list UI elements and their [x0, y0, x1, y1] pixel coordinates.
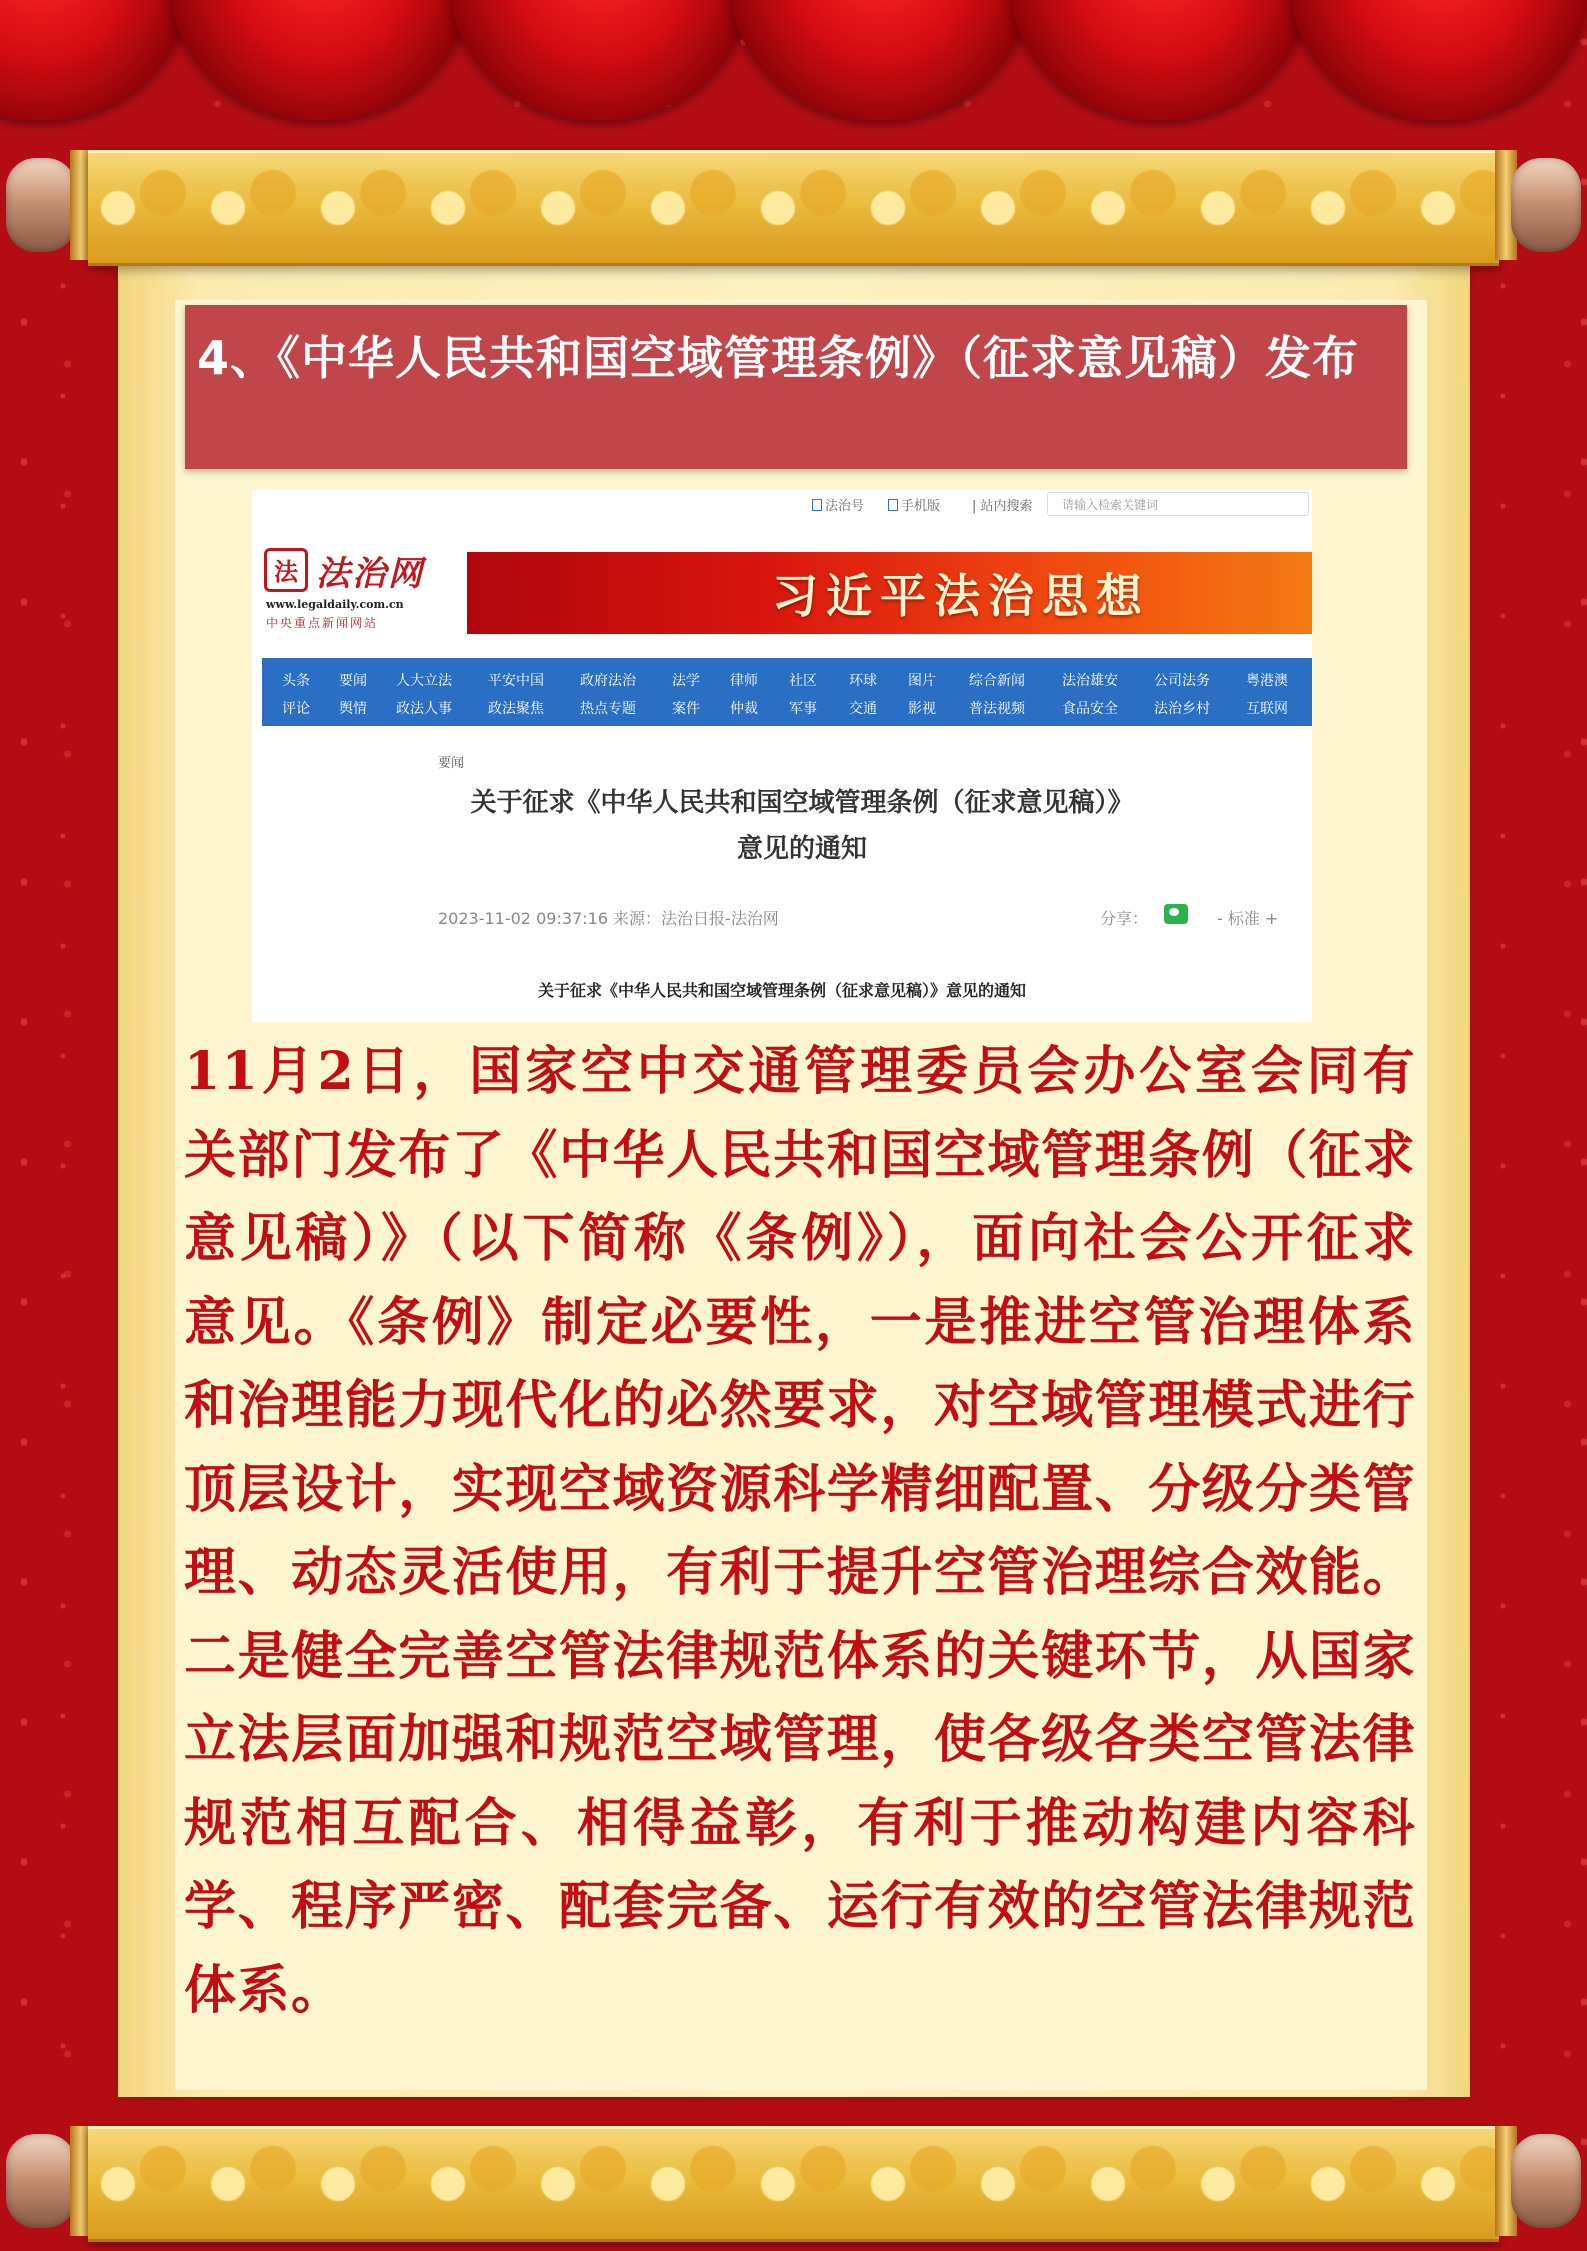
curtain-swag: [1010, 0, 1310, 120]
nav-item[interactable]: 食品安全: [1062, 701, 1118, 717]
rod-knob-right: [1511, 2134, 1581, 2228]
nav-item[interactable]: 军事: [789, 701, 817, 717]
nav-item[interactable]: 政法聚焦: [488, 701, 544, 717]
article-meta: 2023-11-02 09:37:16 来源：法治日报-法治网: [438, 909, 779, 928]
main-nav: [262, 658, 1312, 726]
nav-item[interactable]: 公司法务: [1154, 673, 1210, 689]
nav-item[interactable]: 交通: [849, 701, 877, 717]
nav-item[interactable]: 环球: [849, 673, 877, 689]
logo-subtitle: 中央重点新闻网站: [266, 616, 379, 630]
wechat-share-icon[interactable]: [1164, 904, 1188, 924]
nav-item[interactable]: 图片: [908, 673, 936, 689]
nav-item[interactable]: 热点专题: [580, 701, 636, 717]
phone-icon: [888, 499, 898, 511]
scroll-rod-bottom: [0, 2126, 1587, 2236]
body-paragraph: 11月2日，国家空中交通管理委员会办公室会同有关部门发布了《中华人民共和国空域管理条例（征求意见稿）》（以下简称《条例》），面向社会公开征求意见。《条例》制定必要性，一是推进空管治理体系和治理能力现代化的必然要求，对空域管理模式进行顶层设计，实现空域资源科学精细配置、分级分类管理、动态灵活使用，有利于提升空管治理综合效能。二是健全完善空管法律规范体系的关键环节，从国家立法层面加强和规范空域管理，使各级各类空管法律规范相互配合、相得益彰，有利于推动构建内容科学、程序严密、配套完备、运行有效的空管法律规范体系。: [184, 1041, 1416, 2021]
news-screenshot: [252, 490, 1312, 1022]
logo-name: 法治网: [316, 554, 424, 594]
logo-mark-icon: 法: [264, 548, 308, 592]
phone-icon: [812, 499, 822, 511]
banner-text: 习近平法治思想: [772, 569, 1150, 623]
nav-item[interactable]: 普法视频: [969, 701, 1025, 717]
nav-item[interactable]: 影视: [908, 701, 936, 717]
nav-item[interactable]: 律师: [730, 673, 758, 689]
top-curtain: [0, 0, 1587, 135]
section-heading: 4、《中华人民共和国空域管理条例》（征求意见稿）发布: [197, 331, 1360, 385]
nav-item[interactable]: 法治雄安: [1062, 673, 1118, 689]
nav-item[interactable]: 平安中国: [488, 673, 544, 689]
nav-item[interactable]: 社区: [789, 673, 817, 689]
screenshot-caption: 关于征求《中华人民共和国空域管理条例（征求意见稿）》意见的通知: [537, 981, 1026, 1000]
rod-bar: [88, 2126, 1499, 2242]
nav-item[interactable]: 互联网: [1246, 701, 1288, 717]
share-label: 分享：: [1100, 909, 1149, 928]
site-logo[interactable]: [264, 548, 434, 628]
nav-item[interactable]: 要闻: [339, 673, 367, 689]
rod-bar: [88, 150, 1499, 266]
curtain-swag: [1290, 0, 1587, 120]
curtain-swag: [730, 0, 1030, 120]
nav-item[interactable]: 粤港澳: [1246, 673, 1288, 689]
nav-item[interactable]: 综合新闻: [969, 673, 1025, 689]
site-search-input[interactable]: 请输入检索关键词: [1047, 492, 1309, 516]
util-link-fazhihao[interactable]: 法治号: [812, 495, 864, 514]
article-title-line: 意见的通知: [736, 834, 867, 864]
nav-item[interactable]: 法治乡村: [1154, 701, 1210, 717]
nav-item[interactable]: 法学: [672, 673, 700, 689]
breadcrumb[interactable]: 要闻: [438, 756, 465, 771]
theme-banner[interactable]: [467, 552, 1312, 634]
scroll-rod-top: [0, 150, 1587, 260]
rod-knob-left: [6, 2134, 76, 2228]
util-link-search[interactable]: | 站内搜索: [972, 499, 1033, 514]
nav-item[interactable]: 评论: [282, 701, 310, 717]
nav-item[interactable]: 人大立法: [396, 673, 452, 689]
nav-item[interactable]: 案件: [672, 701, 700, 717]
nav-item[interactable]: 舆情: [339, 701, 367, 717]
nav-item[interactable]: 头条: [282, 673, 310, 689]
logo-url: www.legaldaily.com.cn: [266, 598, 404, 611]
curtain-swag: [170, 0, 470, 120]
rod-knob-left: [6, 158, 76, 252]
font-size-control[interactable]: - 标准 +: [1217, 909, 1279, 928]
curtain-swag: [450, 0, 750, 120]
curtain-swag: [0, 0, 190, 120]
nav-item[interactable]: 政法人事: [396, 701, 452, 717]
nav-item[interactable]: 政府法治: [580, 673, 636, 689]
rod-knob-right: [1511, 158, 1581, 252]
article-title-line: 关于征求《中华人民共和国空域管理条例（征求意见稿）》: [470, 788, 1134, 818]
article-title: [352, 780, 1252, 872]
util-link-mobile[interactable]: 手机版: [888, 495, 940, 514]
nav-item[interactable]: 仲裁: [730, 701, 758, 717]
